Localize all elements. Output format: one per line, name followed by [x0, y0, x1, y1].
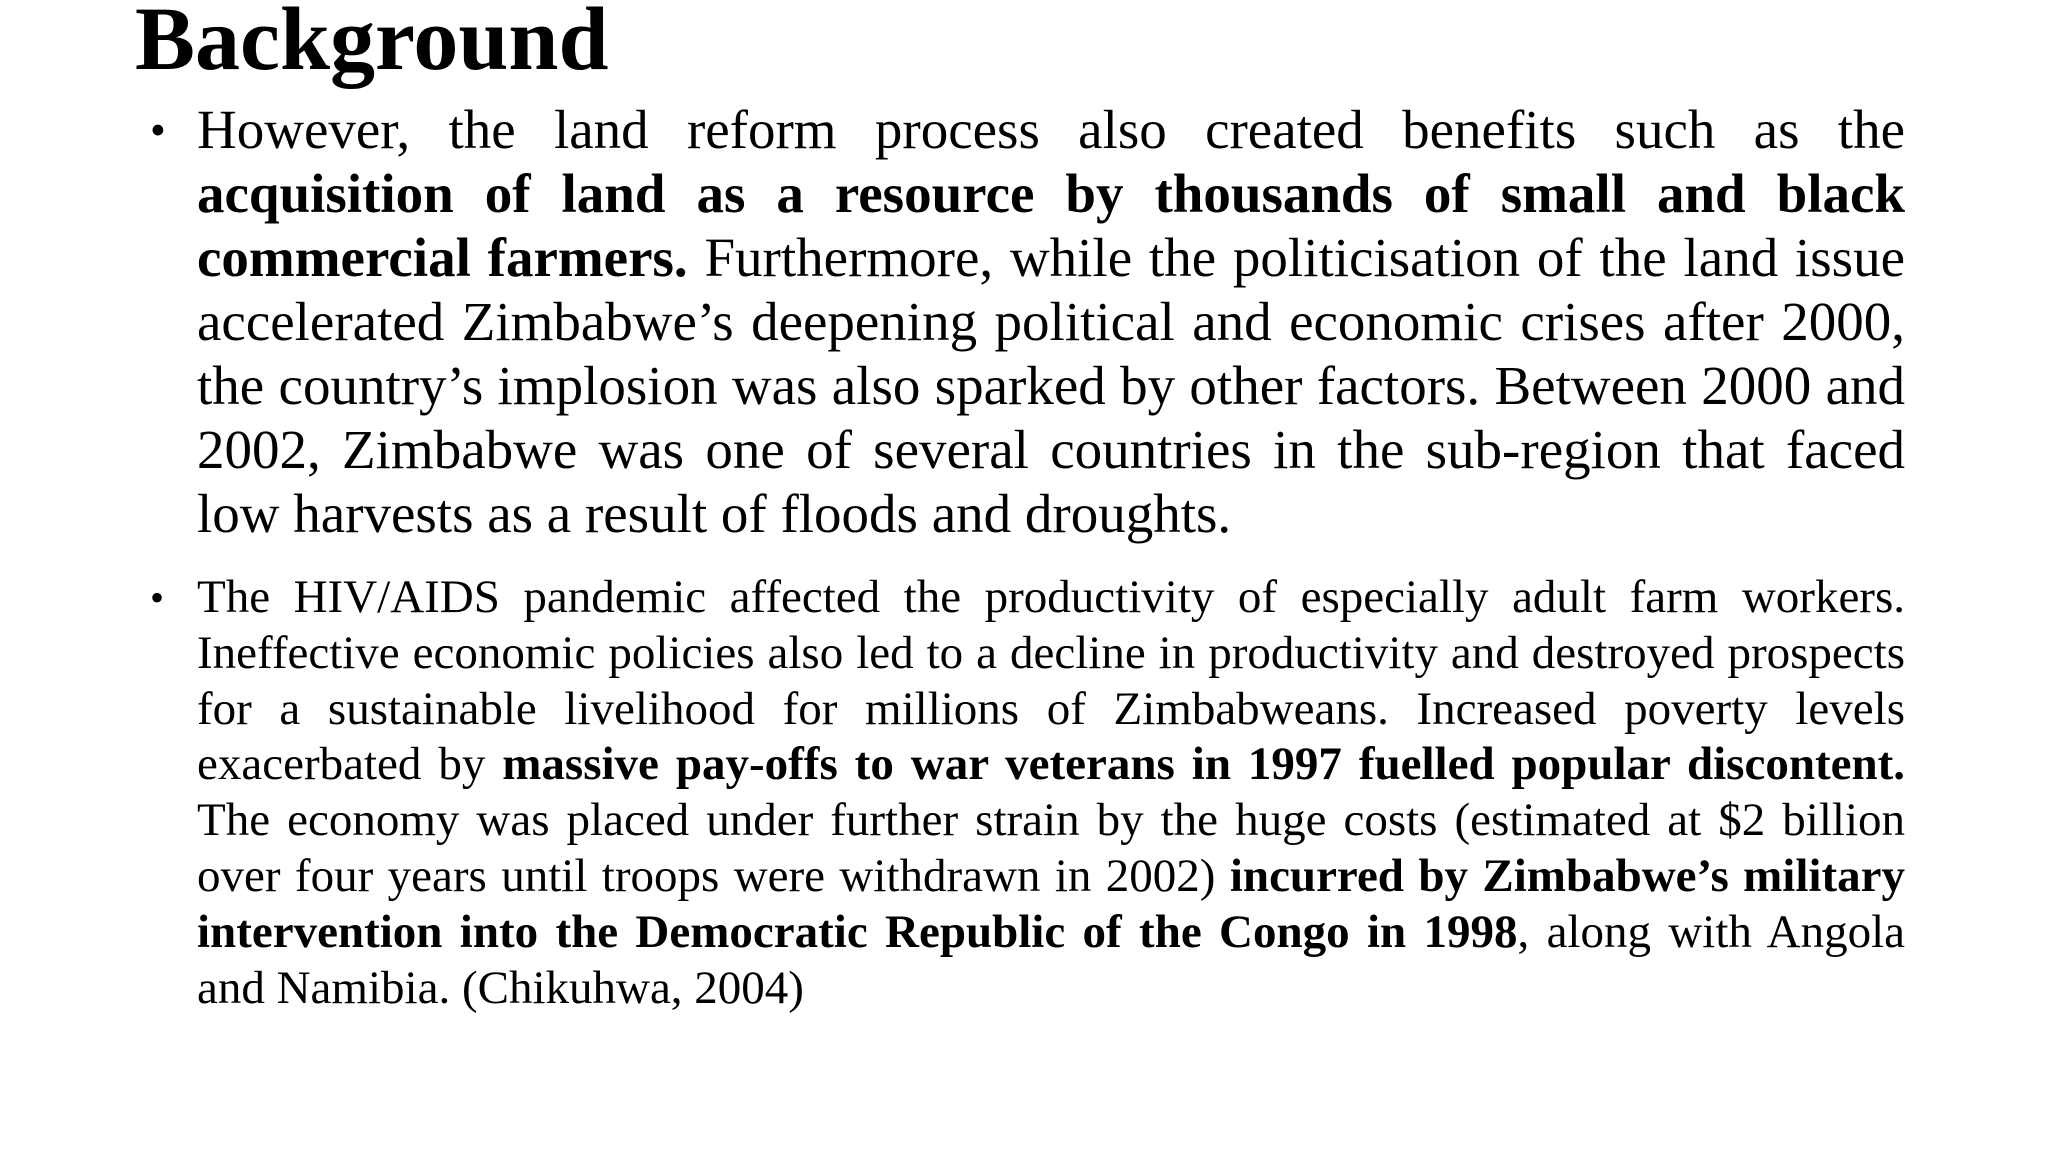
bullet-text-segment: Furthermore, while the politicisation of the land issue accelerated Zimbabwe’s deepening political and economic crises after 2000, the country’s implosion was also sparked by other factors. Between 2000 and 2002, Zimbabwe was one of several countries in the sub-region that faced low harvests as a result of floods and droughts. — [197, 227, 1905, 544]
bullet-text-segment: The economy was placed under further strain by the huge costs (estimated at $2 billion over four years until troops were withdrawn in 2002) — [197, 794, 1905, 902]
bullet-item-hiv-aids-economy — [150, 570, 1905, 1016]
bullet-item-land-reform — [150, 98, 1905, 546]
bullet-text-segment: The HIV/AIDS pandemic affected the productivity of especially adult farm workers. Ineffective economic policies also led to a decline in productivity and destroyed prospects for a sustainable livelihood for millions of Zimbabweans. Increased poverty levels exacerbated by — [197, 571, 1905, 791]
bullet-text-emphasis: incurred by Zimbabwe’s military intervention into the Democratic Republic of the Congo in 1998 — [197, 849, 1905, 958]
bullet-text-emphasis: acquisition of land as a resource by thousands of small and black commercial farmers. — [197, 163, 1905, 288]
bullet-text-emphasis: massive pay-offs to war veterans in 1997 fuelled popular discontent. — [502, 738, 1906, 791]
bullet-marker: • — [150, 575, 165, 620]
bullet-text-segment: However, the land reform process also created benefits such as the — [197, 99, 1905, 160]
bullet-marker: • — [150, 105, 166, 155]
slide-title: Background — [135, 0, 609, 89]
bullet-text-segment: , along with Angola and Namibia. (Chikuhwa, 2004) — [197, 905, 1905, 1014]
bullet-list — [150, 98, 1905, 1016]
